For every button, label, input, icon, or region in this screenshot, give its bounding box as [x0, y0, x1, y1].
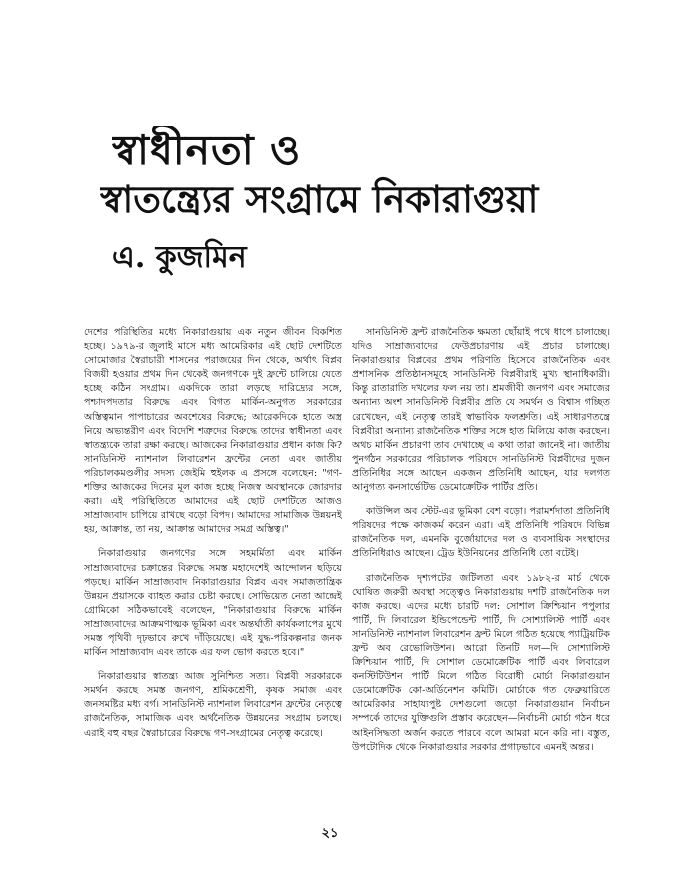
paragraph: নিকারাগুয়ার জনগণের সঙ্গে সহমর্মিতা এবং মার্কিন সাম্রাজ্যবাদের চক্রান্তের বিরুদ্ধে সমস্ত মহাদেশেই আন্দোলন ছড়িয়ে পড়ছে। মার্কিন সাম্রাজ্যবাদ নিকারাগুয়ার বিপ্লব এবং সমাজতান্ত্রিক উন্নয়ন প্রয়াসকে ব্যাহত করার চেষ্টা করছে। সোভিয়েত নেতা আন্দ্রেই গ্রোমিকো সঠিকভাবেই বলেছেন, "নিকারাগুয়ার বিরুদ্ধে মার্কিন সাম্রাজ্যবাদের আক্রমণাত্মক ভূমিকা এবং অন্তর্ঘাতী কার্যকলাপের মুখে সমস্ত পৃথিবী দৃঢ়ভাবে রুখে দাঁড়িয়েছে। এই যুদ্ধ-পরিকল্পনার জনক মার্কিন সাম্রাজ্যবাদ এবং তাকে এর ফল ভোগ করতে হবে।": [84, 548, 342, 659]
paragraph: দেশের পরিস্থিতির মধ্যে নিকারাগুয়ায় এক নতুন জীবন বিকশিত হচ্ছে। ১৯৭৯-র জুলাই মাসে মধ্য আমেরিকার এই ছোট দেশটিতে সোমোজার স্বৈরাচারী শাসনের পরাজয়ের দিন থেকে, অর্থাৎ বিপ্লব বিজয়ী হওয়ার প্রথম দিন থেকেই জনগণকে দুই ফ্রন্টে চালিয়ে যেতে হচ্ছে কঠিন সংগ্রাম। একদিকে তারা লড়ছে দারিদ্র্যের সঙ্গে, পশ্চাদপদতার বিরুদ্ধে এবং বিগত মার্কিন-অনুগত সরকারের অস্তিত্বমান পাপাচারের অবশেষের বিরুদ্ধে; আরেকদিকে হাতে অস্ত্র নিয়ে অভ্যন্তরীণ এবং বিদেশি শত্রুদের বিরুদ্ধে তাদের স্বাধীনতা এবং স্বাতন্ত্র্যকে তারা রক্ষা করছে। আজকের নিকারাগুয়ার প্রধান কাজ কি? সানডিনিস্ট ন্যাশনাল লিবারেশন ফ্রন্টের নেতা এবং জাতীয় পরিচালকমণ্ডলীর সদস্য জেইমি হুইলক এ প্রসঙ্গে বলেছেন: "গণ-শক্তির আজকের দিনের মূল কাজ হচ্ছে নিজস্ব অবস্থানকে জোরদার করা। এই পরিস্থিতিতে আমাদের এই ছোট দেশটিতে আজও সাম্রাজ্যবাদ চাপিয়ে রাখছে বড়ো বিপদ। আমাদের সামাজিক উন্নয়নই হয়, আক্রান্ত, তা নয়, আক্রান্ত আমাদের সমগ্র অস্তিত্ব।": [84, 327, 342, 536]
paragraph: নিকারাগুয়ার স্বাতন্ত্র্য আজ সুনিশ্চিত সত্য। বিপ্লবী সরকারকে সমর্থন করছে সমস্ত জনগণ, শ্রমিকশ্রেণী, কৃষক সমাজ এবং জনসমষ্টির মধ্য বর্গ। সানডিনিস্ট ন্যাশনাল লিবারেশন ফ্রন্টের নেতৃত্বে রাজনৈতিক, সামাজিক এবং অর্থনৈতিক উন্নয়নের সংগ্রাম চলছে। এরাই বহু বছর স্বৈরাচারের বিরুদ্ধে গণ-সংগ্রামের নেতৃত্ব করেছে।: [84, 671, 342, 739]
article-title-line-2: স্বাতন্ত্র্যের সংগ্রামে নিকারাগুয়া: [100, 177, 539, 221]
paragraph: সানডিনিস্ট ফ্রন্ট রাজনৈতিক ক্ষমতা ছোঁয়াই পথে ধাপে চালাচ্ছে। যদিও সাম্রাজ্যবাদের ফেউপ্রচারণায় এই প্রচার চালাচ্ছে। নিকারাগুয়ার বিপ্লবের প্রথম পরিণতি হিসেবে রাজনৈতিক এবং প্রশাসনিক প্রতিষ্ঠানসমূহে সানডিনিস্ট বিপ্লবীরাই মুখ্য স্থানাধিকারী। কিন্তু রাতারাতি দখলের ফল নয় তা। শ্রমজীবী জনগণ এবং সমাজের অন্যান্য অংশ সানডিনিস্ট বিপ্লবীর প্রতি যে সমর্থন ও বিশ্বাস গচ্ছিত রেখেছেন, এই নেতৃত্ব তারই স্বাভাবিক ফলশ্রুতি। এই সাধারণতন্ত্রে বিপ্লবীরা অন্যান্য রাজনৈতিক শক্তির সঙ্গে হাত মিলিয়ে কাজ করছেন। অথচ মার্কিন প্রচারণা তাব দেখাচ্ছে এ কথা তারা জানেই না। জাতীয় পুনর্গঠন সরকারের পরিচালক পরিষদে সানডিনিস্ট বিপ্লবীদের দুজন প্রতিনিধির সঙ্গে আছেন একজন প্রতিনিধি আছেন, যার দলগত আনুগত্য কনসার্ভেটিভ ডেমোক্রেটিক পার্টির প্রতি।: [352, 327, 610, 494]
paragraph: রাজনৈতিক দৃশ্যপটের জটিলতা এবং ১৯৮২-র মার্চ থেকে ঘোষিত জরুরী অবস্থা সত্ত্বেও নিকারাগুয়ায় দশটি রাজনৈতিক দল কাজ করছে। এদের মধ্যে চারটি দল: সোশাল ক্রিশ্চিয়ান পপুলার পার্টি, দি লিবারেল ইন্ডিপেন্ডেন্ট পার্টি, দি সোশ্যালিস্ট পার্টি এবং সানডিনিস্ট ন্যাশনাল লিবারেশন ফ্রন্ট মিলে গঠিত হয়েছে প্যাট্রিয়টিক ফ্রন্ট অব রেভোলিউশন। আরো তিনটি দল—দি সোশ্যালিস্ট ক্রিশ্চিয়ান পার্টি, দি সোশাল ডেমোক্রেটিক পার্টি এবং লিবারেল কনস্টিটিউশন পার্টি মিলে গঠিত বিরোধী মোর্চা নিকারাগুয়ান ডেমোক্রেটিক কো-অর্ডিনেশন কমিটি। মোর্চাকে গত ফেব্রুয়ারিতে আমেরিকার সাহায্যপুষ্ট দেশগুলো জড়ো নিকারাগুয়ান নির্বাচন সম্পর্কে তাদের যুক্তিগুলি প্রস্তাব করেছেন—নির্বাচনী মোর্চা গঠন ধরে আইনসিদ্ধতা অর্জন করতে পারবে বলে আমরা মনে করি না। বস্তুত, উপটোদিক থেকে নিকারাগুয়ার সরকার প্রগাঢ়ভাবে এমনই অন্তর।: [352, 572, 610, 753]
left-text-column: [84, 326, 342, 798]
page-number: ২১: [321, 826, 339, 841]
paragraph: কাউন্সিল অব স্টেট-এর ভূমিকা বেশ বড়ো। পরামর্শদাতা প্রতিনিধি পরিষদের পক্ষে কাজকর্ম করেন এরা। এই প্রতিনিধি পরিষদে বিভিন্ন রাজনৈতিক দল, এমনকি বুর্জোয়াদের দল ও ব্যবসায়িক সংস্থাদের প্রতিনিধিরাও আছেন। ট্রেড ইউনিয়নের প্রতিনিধি তো বটেই।: [352, 506, 610, 560]
right-text-column: [352, 326, 610, 804]
article-author: এ. কুজমিন: [112, 240, 247, 275]
article-title-line-1: স্বাধীনতা ও: [112, 126, 302, 174]
